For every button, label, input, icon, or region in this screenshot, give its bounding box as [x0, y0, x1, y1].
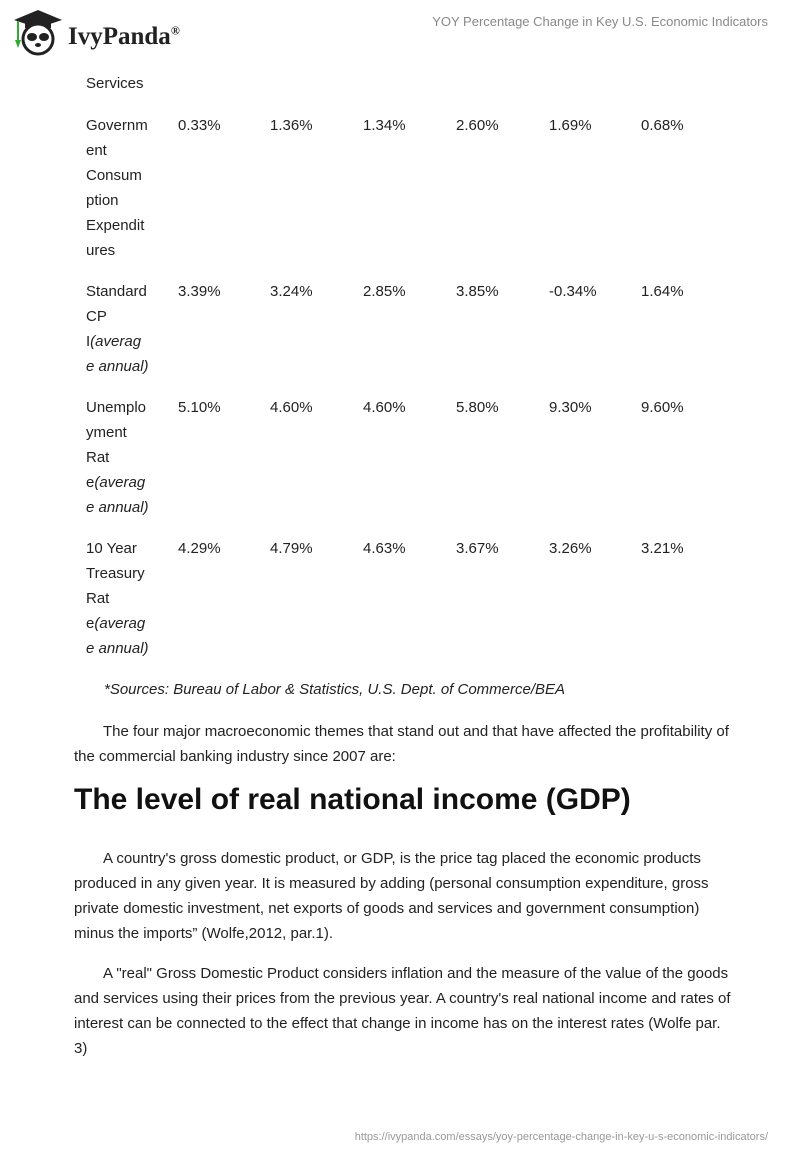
- row-label-line: [86, 329, 149, 354]
- value-cell: 0.68%: [641, 117, 684, 134]
- panda-logo-icon: [12, 8, 64, 56]
- value-cell: 3.85%: [456, 283, 499, 300]
- label-segment: I: [86, 333, 91, 350]
- row-label-line: [86, 561, 149, 586]
- label-segment: ption: [86, 192, 119, 209]
- value-cell: 4.60%: [363, 399, 406, 416]
- value-cell: 2.60%: [456, 117, 499, 134]
- ivypanda-logo[interactable]: [12, 8, 180, 56]
- row-label-line: [86, 611, 149, 636]
- value-cell: 5.10%: [178, 399, 221, 416]
- row-label: [86, 536, 149, 661]
- label-segment: e annual): [86, 358, 149, 375]
- label-segment: Rat: [86, 590, 110, 607]
- gdp-paragraph-1: A country's gross domestic product, or GDP, is the price tag placed the economic products produced in any given year. It is measured by adding (personal consumption expenditure, gross private domestic investment, net exports of goods and services and government consumption) minus the imports” (Wolfe,2012, par.1).: [74, 850, 709, 942]
- label-segment: Services: [86, 75, 144, 92]
- row-label-line: [86, 279, 149, 304]
- label-segment: Standard: [86, 283, 147, 300]
- value-cell: 4.29%: [178, 540, 221, 557]
- value-cell: 1.69%: [549, 117, 592, 134]
- value-cell: 4.63%: [363, 540, 406, 557]
- value-cell: 1.36%: [270, 117, 313, 134]
- value-cell: -0.34%: [549, 283, 597, 300]
- logo-text: IvyPanda®: [68, 23, 180, 50]
- row-label-line: [86, 586, 149, 611]
- row-label-line: [86, 636, 149, 661]
- label-segment: Rat: [86, 449, 110, 466]
- row-label-line: [86, 188, 148, 213]
- value-cell: 3.24%: [270, 283, 313, 300]
- row-label-line: [86, 138, 148, 163]
- label-segment: e annual): [86, 499, 149, 516]
- row-label-line: [86, 395, 149, 420]
- row-label-line: [86, 113, 148, 138]
- value-cell: 9.60%: [641, 399, 684, 416]
- label-segment: CP: [86, 308, 107, 325]
- label-segment: Consum: [86, 167, 142, 184]
- value-cell: 4.60%: [270, 399, 313, 416]
- value-cell: 3.21%: [641, 540, 684, 557]
- label-segment: Expendit: [86, 217, 145, 234]
- value-cell: 0.33%: [178, 117, 221, 134]
- row-label-line: [86, 163, 148, 188]
- label-segment: Unemplo: [86, 399, 147, 416]
- value-cell: 1.34%: [363, 117, 406, 134]
- intro-paragraph: The four major macroeconomic themes that stand out and that have affected the profitability of the commercial banking industry since 2007 are:: [74, 723, 729, 765]
- row-label: [86, 113, 148, 263]
- label-segment: (averag: [94, 474, 146, 491]
- row-label-line: [86, 213, 148, 238]
- value-cell: 5.80%: [456, 399, 499, 416]
- label-segment: e annual): [86, 640, 149, 657]
- row-label: [86, 395, 149, 520]
- row-label-line: [86, 71, 144, 96]
- row-label-line: [86, 445, 149, 470]
- row-label-line: [86, 238, 148, 263]
- row-label-line: [86, 470, 149, 495]
- document-title: YOY Percentage Change in Key U.S. Economic Indicators: [432, 14, 768, 29]
- label-segment: e: [86, 474, 95, 491]
- row-label-line: [86, 304, 149, 329]
- label-segment: Governm: [86, 117, 148, 134]
- row-label-line: [86, 495, 149, 520]
- row-label: [86, 279, 149, 379]
- label-segment: ent: [86, 142, 107, 159]
- gdp-paragraph-2: A "real" Gross Domestic Product considers inflation and the measure of the value of the goods and services using their prices from the previous year. A country's real national income and rates of interest can be connected to the effect that change in income has on the interest rates (Wolfe par. 3): [74, 965, 731, 1057]
- row-label-line: [86, 354, 149, 379]
- label-segment: e: [86, 615, 95, 632]
- row-label: [86, 71, 144, 96]
- label-segment: Treasury: [86, 565, 145, 582]
- value-cell: 2.85%: [363, 283, 406, 300]
- label-segment: ures: [86, 242, 116, 259]
- value-cell: 1.64%: [641, 283, 684, 300]
- label-segment: yment: [86, 424, 127, 441]
- value-cell: 4.79%: [270, 540, 313, 557]
- value-cell: 3.39%: [178, 283, 221, 300]
- row-label-line: [86, 420, 149, 445]
- source-url[interactable]: https://ivypanda.com/essays/yoy-percentage-change-in-key-u-s-economic-indicators/: [354, 1131, 768, 1143]
- row-label-line: [86, 536, 149, 561]
- label-segment: (averag: [90, 333, 142, 350]
- value-cell: 9.30%: [549, 399, 592, 416]
- label-segment: (averag: [94, 615, 146, 632]
- table-sources-note: *Sources: Bureau of Labor & Statistics, U.S. Dept. of Commerce/BEA: [104, 681, 566, 698]
- label-segment: 10 Year: [86, 540, 137, 557]
- value-cell: 3.26%: [549, 540, 592, 557]
- section-heading: The level of real national income (GDP): [74, 783, 631, 816]
- value-cell: 3.67%: [456, 540, 499, 557]
